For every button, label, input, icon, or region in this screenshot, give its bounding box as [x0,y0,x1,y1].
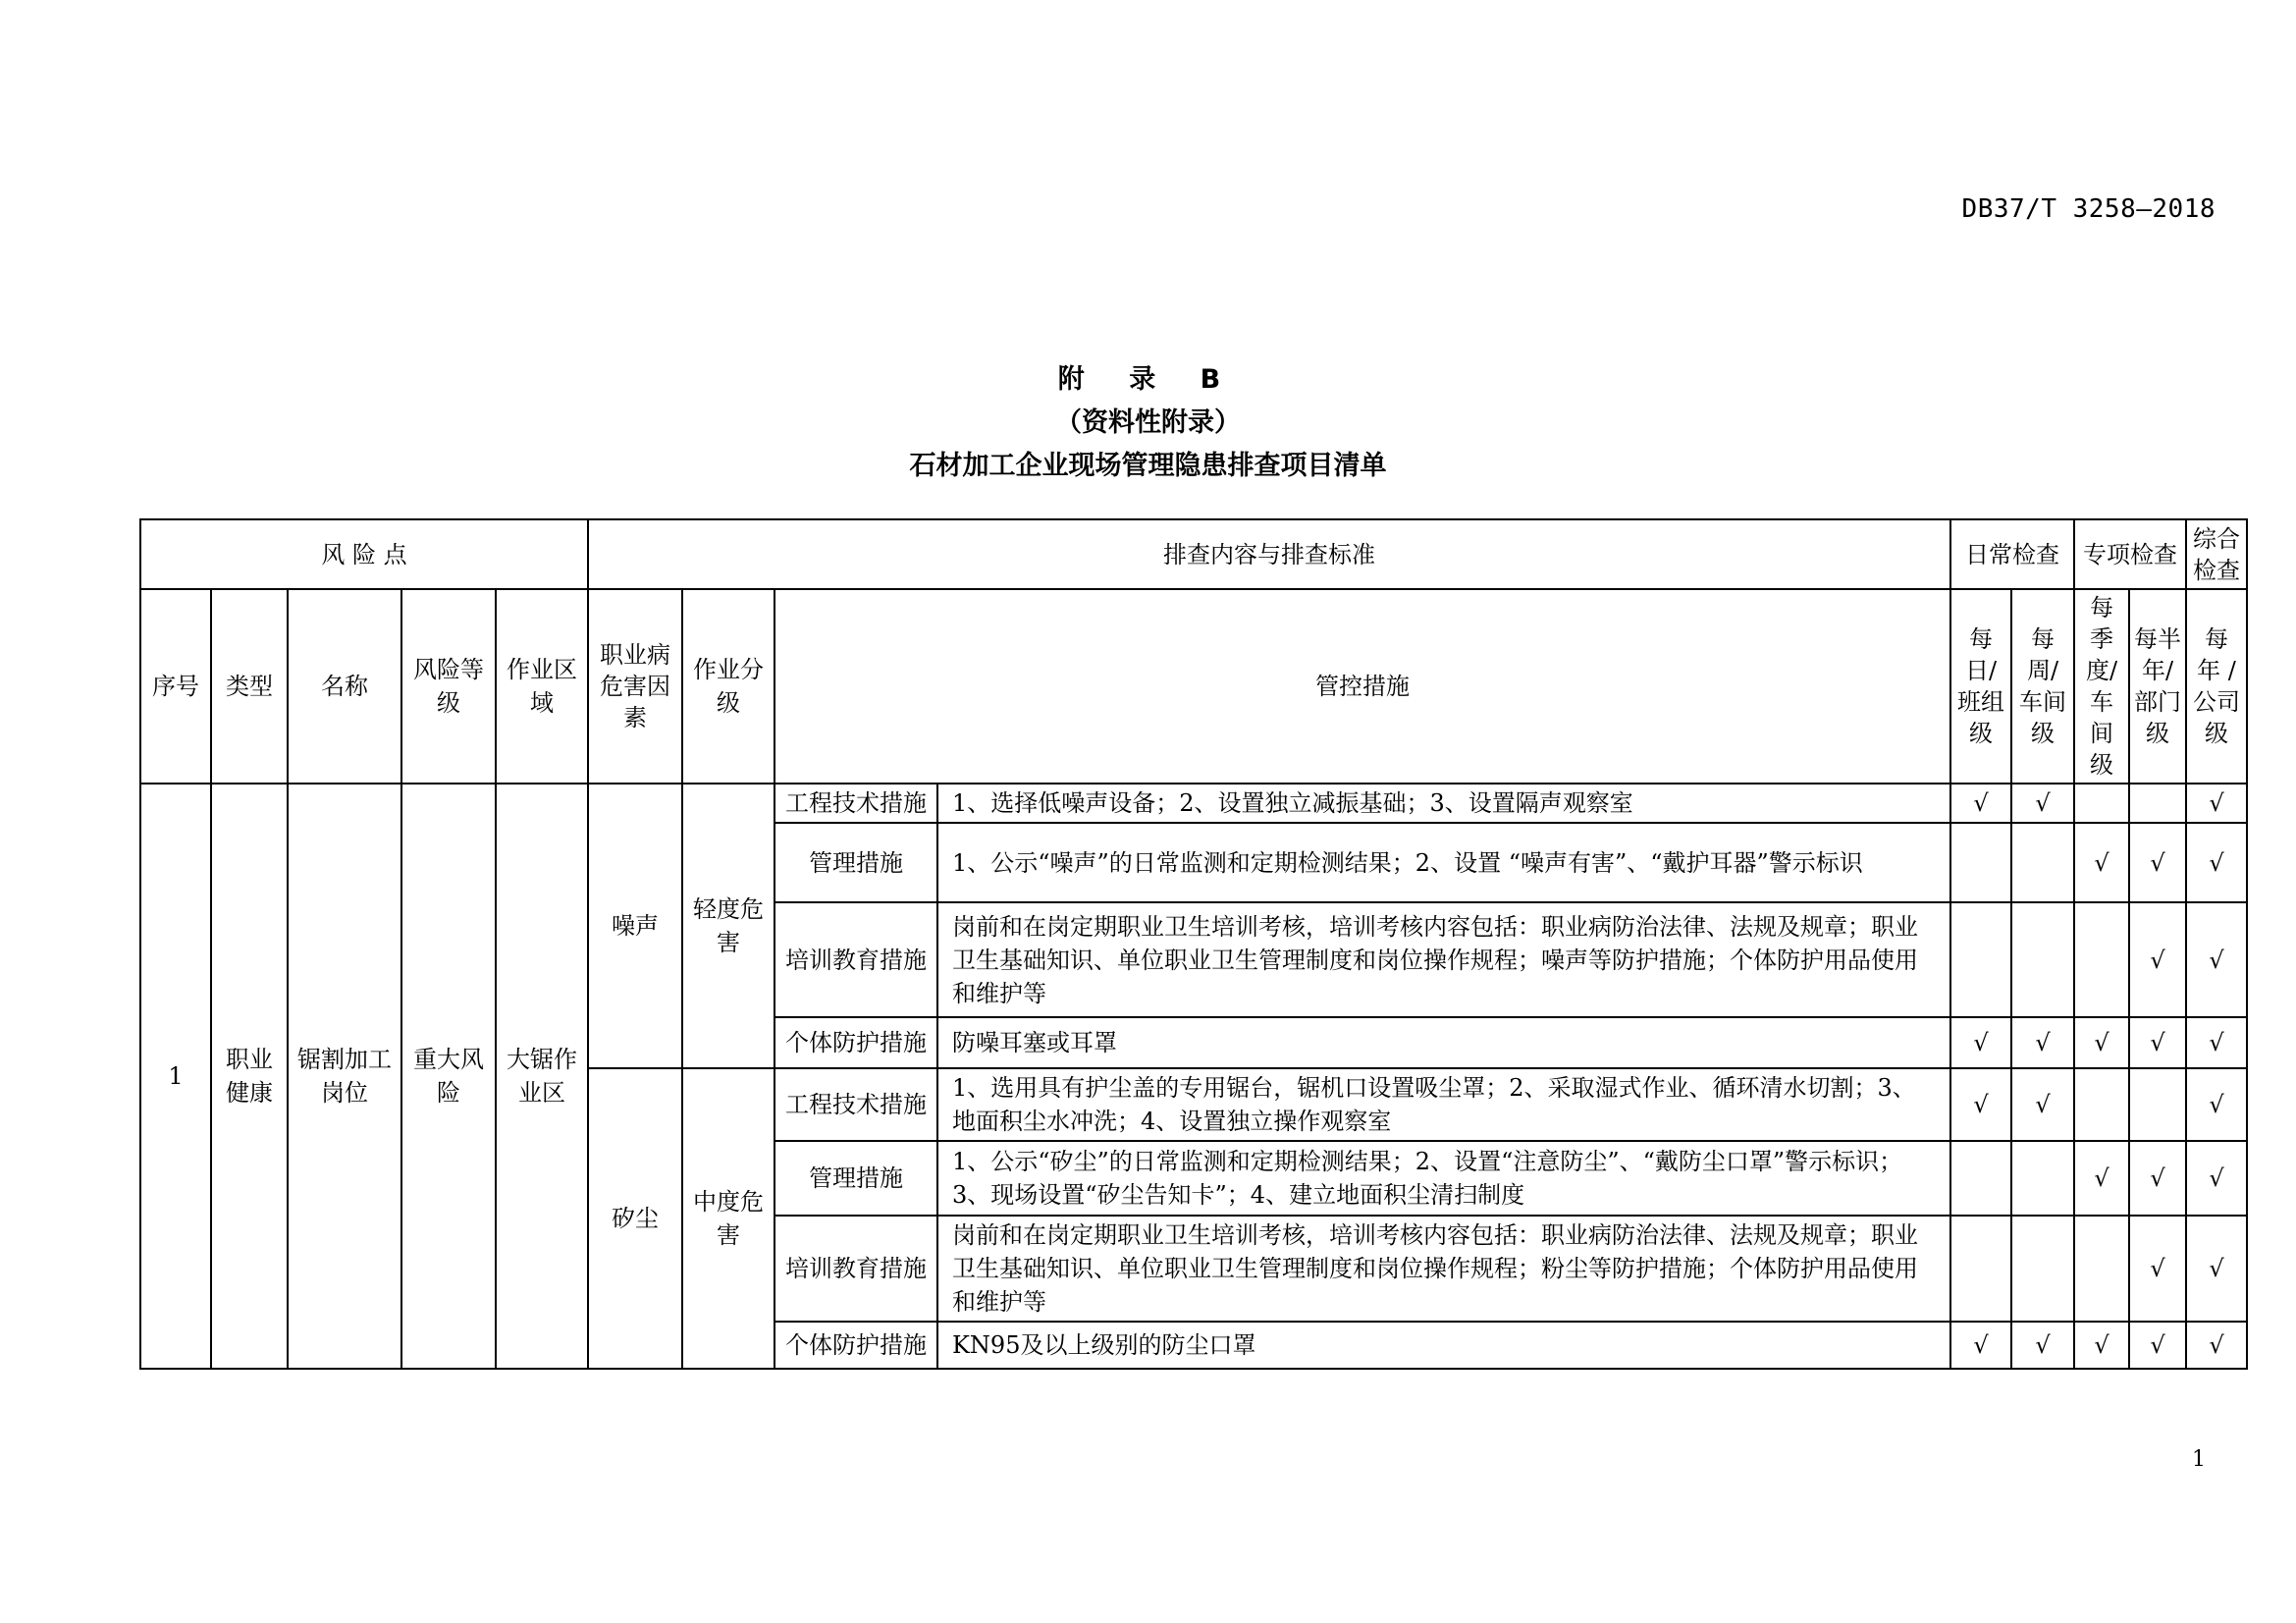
check-year-company: √ [2186,1141,2247,1216]
check-halfyear-dept: √ [2129,1141,2186,1216]
col-year-company: 每 年 / 公司级 [2186,589,2247,784]
col-type: 类型 [211,589,288,784]
col-hazard-factor: 职业病危害因素 [588,589,682,784]
check-weekly-workshop [2011,902,2074,1017]
check-year-company: √ [2186,902,2247,1017]
check-year-company: √ [2186,823,2247,902]
appendix-title: 附 录 B [1057,364,1239,395]
col-halfyear-dept: 每半年/部门级 [2129,589,2186,784]
check-weekly-workshop: √ [2011,1017,2074,1068]
appendix-subtitle: （资料性附录） [1055,407,1241,438]
check-weekly-workshop [2011,1216,2074,1322]
special-check-header: 专项检查 [2074,519,2186,589]
check-year-company: √ [2186,1322,2247,1369]
check-year-company: √ [2186,1068,2247,1141]
check-quarter-workshop [2074,784,2129,823]
measure-content: KN95及以上级别的防尘口罩 [937,1322,1950,1369]
measure-category: 工程技术措施 [774,784,937,823]
check-year-company: √ [2186,1017,2247,1068]
row-seq: 1 [140,784,211,1369]
check-weekly-workshop [2011,823,2074,902]
measure-category: 管理措施 [774,823,937,902]
measure-content: 1、选择低噪声设备；2、设置独立减振基础；3、设置隔声观察室 [937,784,1950,823]
hazard-factor: 矽尘 [588,1068,682,1369]
measure-content: 1、选用具有护尘盖的专用锯台，锯机口设置吸尘罩；2、采取湿式作业、循环清水切割；3、地面积尘水冲洗；4、设置独立操作观察室 [937,1068,1950,1141]
measure-content: 1、公示“噪声”的日常监测和定期检测结果；2、设置 “噪声有害”、“戴护耳器”警示标识 [937,823,1950,902]
col-daily-team: 每日/班组级 [1950,589,2011,784]
check-daily-team: √ [1950,1322,2011,1369]
check-weekly-workshop: √ [2011,1068,2074,1141]
comprehensive-check-header: 综合检查 [2186,519,2247,589]
check-weekly-workshop [2011,1141,2074,1216]
check-halfyear-dept [2129,784,2186,823]
check-weekly-workshop: √ [2011,784,2074,823]
check-halfyear-dept: √ [2129,1017,2186,1068]
list-title: 石材加工企业现场管理隐患排查项目清单 [909,451,1387,481]
measure-category: 培训教育措施 [774,1216,937,1322]
check-quarter-workshop: √ [2074,1017,2129,1068]
measure-content: 岗前和在岗定期职业卫生培训考核，培训考核内容包括：职业病防治法律、法规及规章；职业卫生基础知识、单位职业卫生管理制度和岗位操作规程；噪声等防护措施；个体防护用品使用和维护等 [937,902,1950,1017]
col-control-measures: 管控措施 [774,589,1950,784]
col-work-grade: 作业分级 [682,589,774,784]
check-quarter-workshop [2074,1068,2129,1141]
check-quarter-workshop: √ [2074,1141,2129,1216]
measure-category: 管理措施 [774,1141,937,1216]
check-halfyear-dept: √ [2129,823,2186,902]
measure-category: 工程技术措施 [774,1068,937,1141]
col-seq: 序号 [140,589,211,784]
check-quarter-workshop: √ [2074,1322,2129,1369]
check-quarter-workshop [2074,1216,2129,1322]
measure-content: 岗前和在岗定期职业卫生培训考核，培训考核内容包括：职业病防治法律、法规及规章；职业卫生基础知识、单位职业卫生管理制度和岗位操作规程；粉尘等防护措施；个体防护用品使用和维护等 [937,1216,1950,1322]
inspection-table [139,518,2248,1370]
row-work-area: 大锯作业区 [496,784,588,1369]
check-daily-team: √ [1950,1017,2011,1068]
inspection-content-header: 排查内容与排查标准 [588,519,1950,589]
hazard-grade: 中度危害 [682,1068,774,1369]
row-risk-level: 重大风险 [401,784,496,1369]
col-weekly-workshop: 每周/车间级 [2011,589,2074,784]
row-name: 锯割加工岗位 [288,784,401,1369]
check-daily-team [1950,1216,2011,1322]
measure-content: 防噪耳塞或耳罩 [937,1017,1950,1068]
hazard-grade: 轻度危害 [682,784,774,1068]
document-code: DB37/T 3258—2018 [1961,194,2216,224]
check-quarter-workshop [2074,902,2129,1017]
check-daily-team: √ [1950,1068,2011,1141]
check-daily-team [1950,902,2011,1017]
hazard-factor: 噪声 [588,784,682,1068]
table-row [140,784,2247,823]
daily-check-header: 日常检查 [1950,519,2074,589]
check-halfyear-dept: √ [2129,1322,2186,1369]
check-year-company: √ [2186,1216,2247,1322]
check-daily-team [1950,1141,2011,1216]
col-risk-level: 风险等级 [401,589,496,784]
row-type: 职业健康 [211,784,288,1369]
check-daily-team: √ [1950,784,2011,823]
col-quarter-workshop: 每季度/车间级 [2074,589,2129,784]
col-work-area: 作业区域 [496,589,588,784]
check-daily-team [1950,823,2011,902]
check-year-company: √ [2186,784,2247,823]
page-number: 1 [2192,1447,2206,1472]
check-halfyear-dept: √ [2129,902,2186,1017]
check-halfyear-dept [2129,1068,2186,1141]
col-name: 名称 [288,589,401,784]
measure-category: 培训教育措施 [774,902,937,1017]
measure-content: 1、公示“矽尘”的日常监测和定期检测结果；2、设置“注意防尘”、“戴防尘口罩”警示标识；3、现场设置“矽尘告知卡”；4、建立地面积尘清扫制度 [937,1141,1950,1216]
risk-point-header: 风 险 点 [140,519,588,589]
check-quarter-workshop: √ [2074,823,2129,902]
measure-category: 个体防护措施 [774,1322,937,1369]
check-weekly-workshop: √ [2011,1322,2074,1369]
measure-category: 个体防护措施 [774,1017,937,1068]
check-halfyear-dept: √ [2129,1216,2186,1322]
